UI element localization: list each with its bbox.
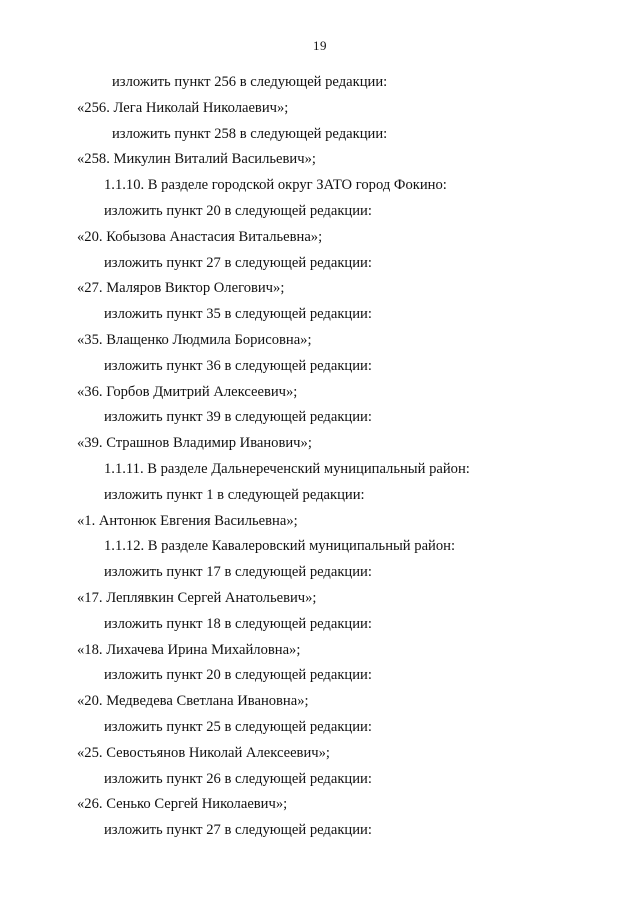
list-entry-line: «27. Маляров Виктор Олегович»; [77, 280, 285, 297]
instruction-line: 1.1.10. В разделе городской округ ЗАТО город Фокино: [104, 177, 447, 194]
list-entry-line: «1. Антонюк Евгения Васильевна»; [77, 512, 298, 529]
instruction-line: изложить пункт 256 в следующей редакции: [112, 74, 388, 90]
instruction-line: изложить пункт 27 в следующей редакции: [104, 254, 372, 271]
instruction-line: изложить пункт 258 в следующей редакции: [112, 125, 388, 142]
list-entry-line: «256. Лега Николай Николаевич»; [77, 99, 289, 116]
instruction-line: изложить пункт 17 в следующей редакции: [104, 564, 372, 581]
list-entry-line: «36. Горбов Дмитрий Алексеевич»; [77, 383, 298, 400]
instruction-line: изложить пункт 20 в следующей редакции: [104, 202, 372, 219]
instruction-line: изложить пункт 25 в следующей редакции: [104, 718, 372, 735]
list-entry-line: «20. Медведева Светлана Ивановна»; [77, 693, 309, 710]
instruction-line: изложить пункт 27 в следующей редакции: [104, 822, 372, 839]
instruction-line: изложить пункт 39 в следующей редакции: [104, 409, 372, 426]
document-body [0, 74, 640, 848]
list-entry-line: «25. Севостьянов Николай Алексеевич»; [77, 744, 330, 761]
instruction-line: изложить пункт 20 в следующей редакции: [104, 667, 372, 684]
page-number: 19 [313, 38, 327, 53]
list-entry-line: «18. Лихачева Ирина Михайловна»; [77, 641, 301, 658]
list-entry-line: «20. Кобызова Анастасия Витальевна»; [77, 228, 323, 245]
instruction-line: изложить пункт 1 в следующей редакции: [104, 486, 365, 503]
instruction-line: 1.1.12. В разделе Кавалеровский муниципальный район: [104, 538, 456, 555]
list-entry-line: «17. Леплявкин Сергей Анатольевич»; [77, 589, 317, 606]
list-entry-line: «39. Страшнов Владимир Иванович»; [77, 435, 312, 452]
instruction-line: 1.1.11. В разделе Дальнереченский муниципальный район: [104, 460, 470, 477]
instruction-line: изложить пункт 35 в следующей редакции: [104, 306, 372, 323]
instruction-line: изложить пункт 36 в следующей редакции: [104, 357, 372, 374]
list-entry-line: «26. Сенько Сергей Николаевич»; [77, 796, 288, 813]
list-entry-line: «35. Влащенко Людмила Борисовна»; [77, 331, 312, 348]
list-entry-line: «258. Микулин Виталий Васильевич»; [77, 151, 316, 168]
instruction-line: изложить пункт 18 в следующей редакции: [104, 615, 372, 632]
instruction-line: изложить пункт 26 в следующей редакции: [104, 770, 372, 787]
